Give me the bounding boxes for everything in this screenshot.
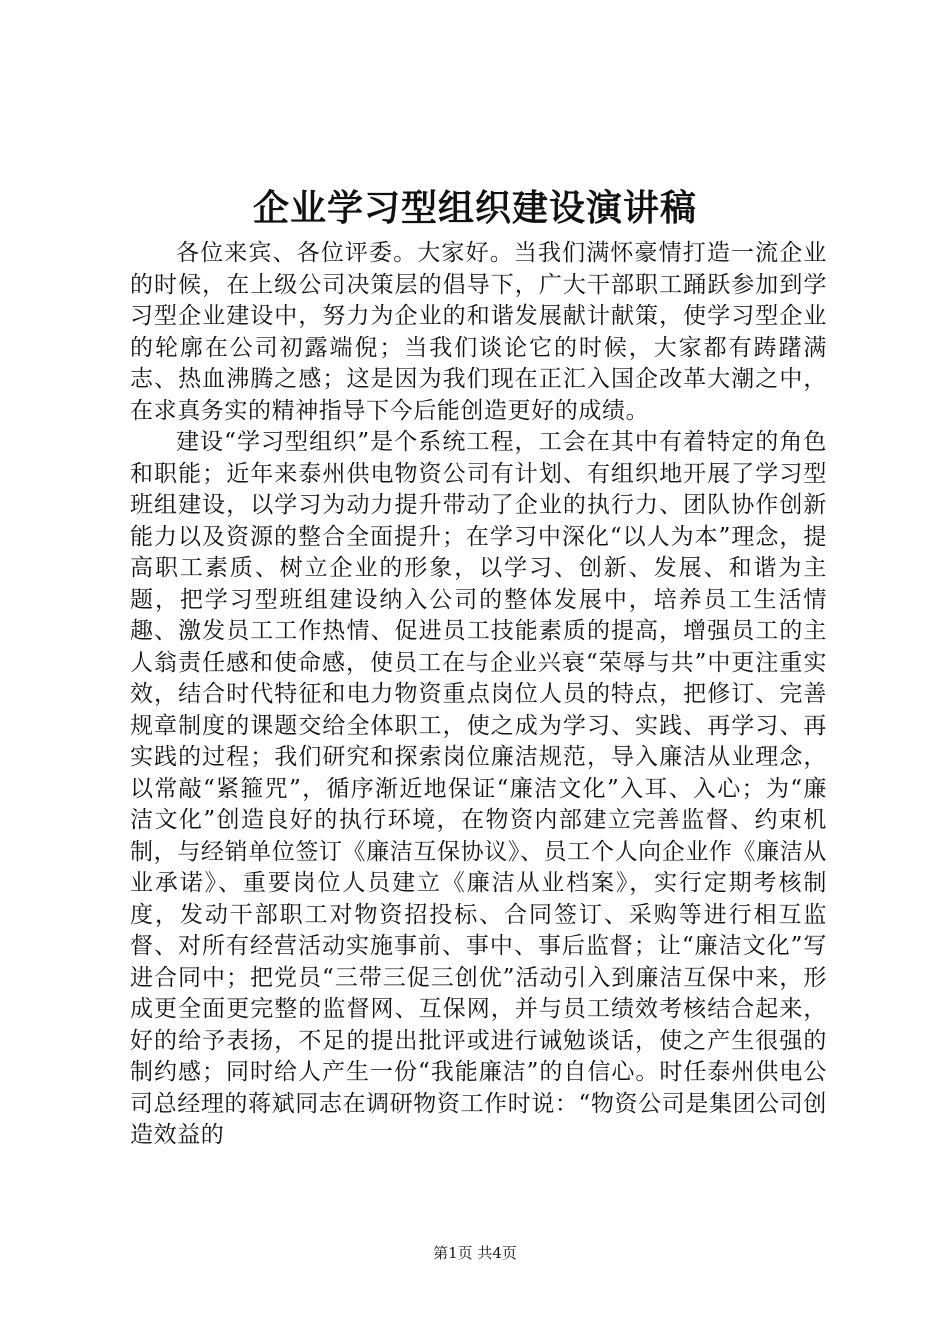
page-footer: 第1页 共4页: [433, 1244, 517, 1262]
paragraph-2: 建设“学习型组织”是个系统工程，工会在其中有着特定的角色和职能；近年来泰州供电物资公司有计划、有组织地开展了学习型班组建设，以学习为动力提升带动了企业的执行力、团队协作创新能力以及资源的整合全面提升；在学习中深化“以人为本”理念，提高职工素质、树立企业的形象，以学习、创新、发展、和谐为主题，把学习型班组建设纳入公司的整体发展中，培养员工生活情趣、激发员工工作热情、促进员工技能素质的提高，增强员工的主人翁责任感和使命感，使员工在与企业兴衰“荣辱与共”中更注重实效，结合时代特征和电力物资重点岗位人员的特点，把修订、完善规章制度的课题交给全体职工，使之成为学习、实践、再学习、再实践的过程；我们研究和探索岗位廉洁规范，导入廉洁从业理念，以常敲“紧箍咒”，循序渐近地保证“廉洁文化”入耳、入心；为“廉洁文化”创造良好的执行环境，在物资内部建立完善监督、约束机制，与经销单位签订《廉洁互保协议》、员工个人向企业作《廉洁从业承诺》、重要岗位人员建立《廉洁从业档案》，实行定期考核制度，发动干部职工对物资招投标、合同签订、采购等进行相互监督、对所有经营活动实施事前、事中、事后监督；让“廉洁文化”写进合同中；把党员“三带三促三创优”活动引入到廉洁互保中来，形成更全面更完整的监督网、互保网，并与员工绩效考核结合起来，好的给予表扬，不足的提出批评或进行诫勉谈话，使之产生很强的制约感；同时给人产生一份“我能廉洁”的自信心。时任泰州供电公司总经理的蒋斌同志在调研物资工作时说：“物资公司是集团公司创造效益的: [130, 429, 827, 1148]
document-title: 企业学习型组织建设演讲稿: [252, 187, 697, 229]
document-body: [130, 238, 827, 1152]
paragraph-1: 各位来宾、各位评委。大家好。当我们满怀豪情打造一流企业的时候，在上级公司决策层的倡导下，广大干部职工踊跃参加到学习型企业建设中，努力为企业的和谐发展献计献策，使学习型企业的轮廓在公司初露端倪；当我们谈论它的时候，大家都有踌躇满志、热血沸腾之感；这是因为我们现在正汇入国企改革大潮之中，在求真务实的精神指导下今后能创造更好的成绩。: [130, 240, 827, 424]
